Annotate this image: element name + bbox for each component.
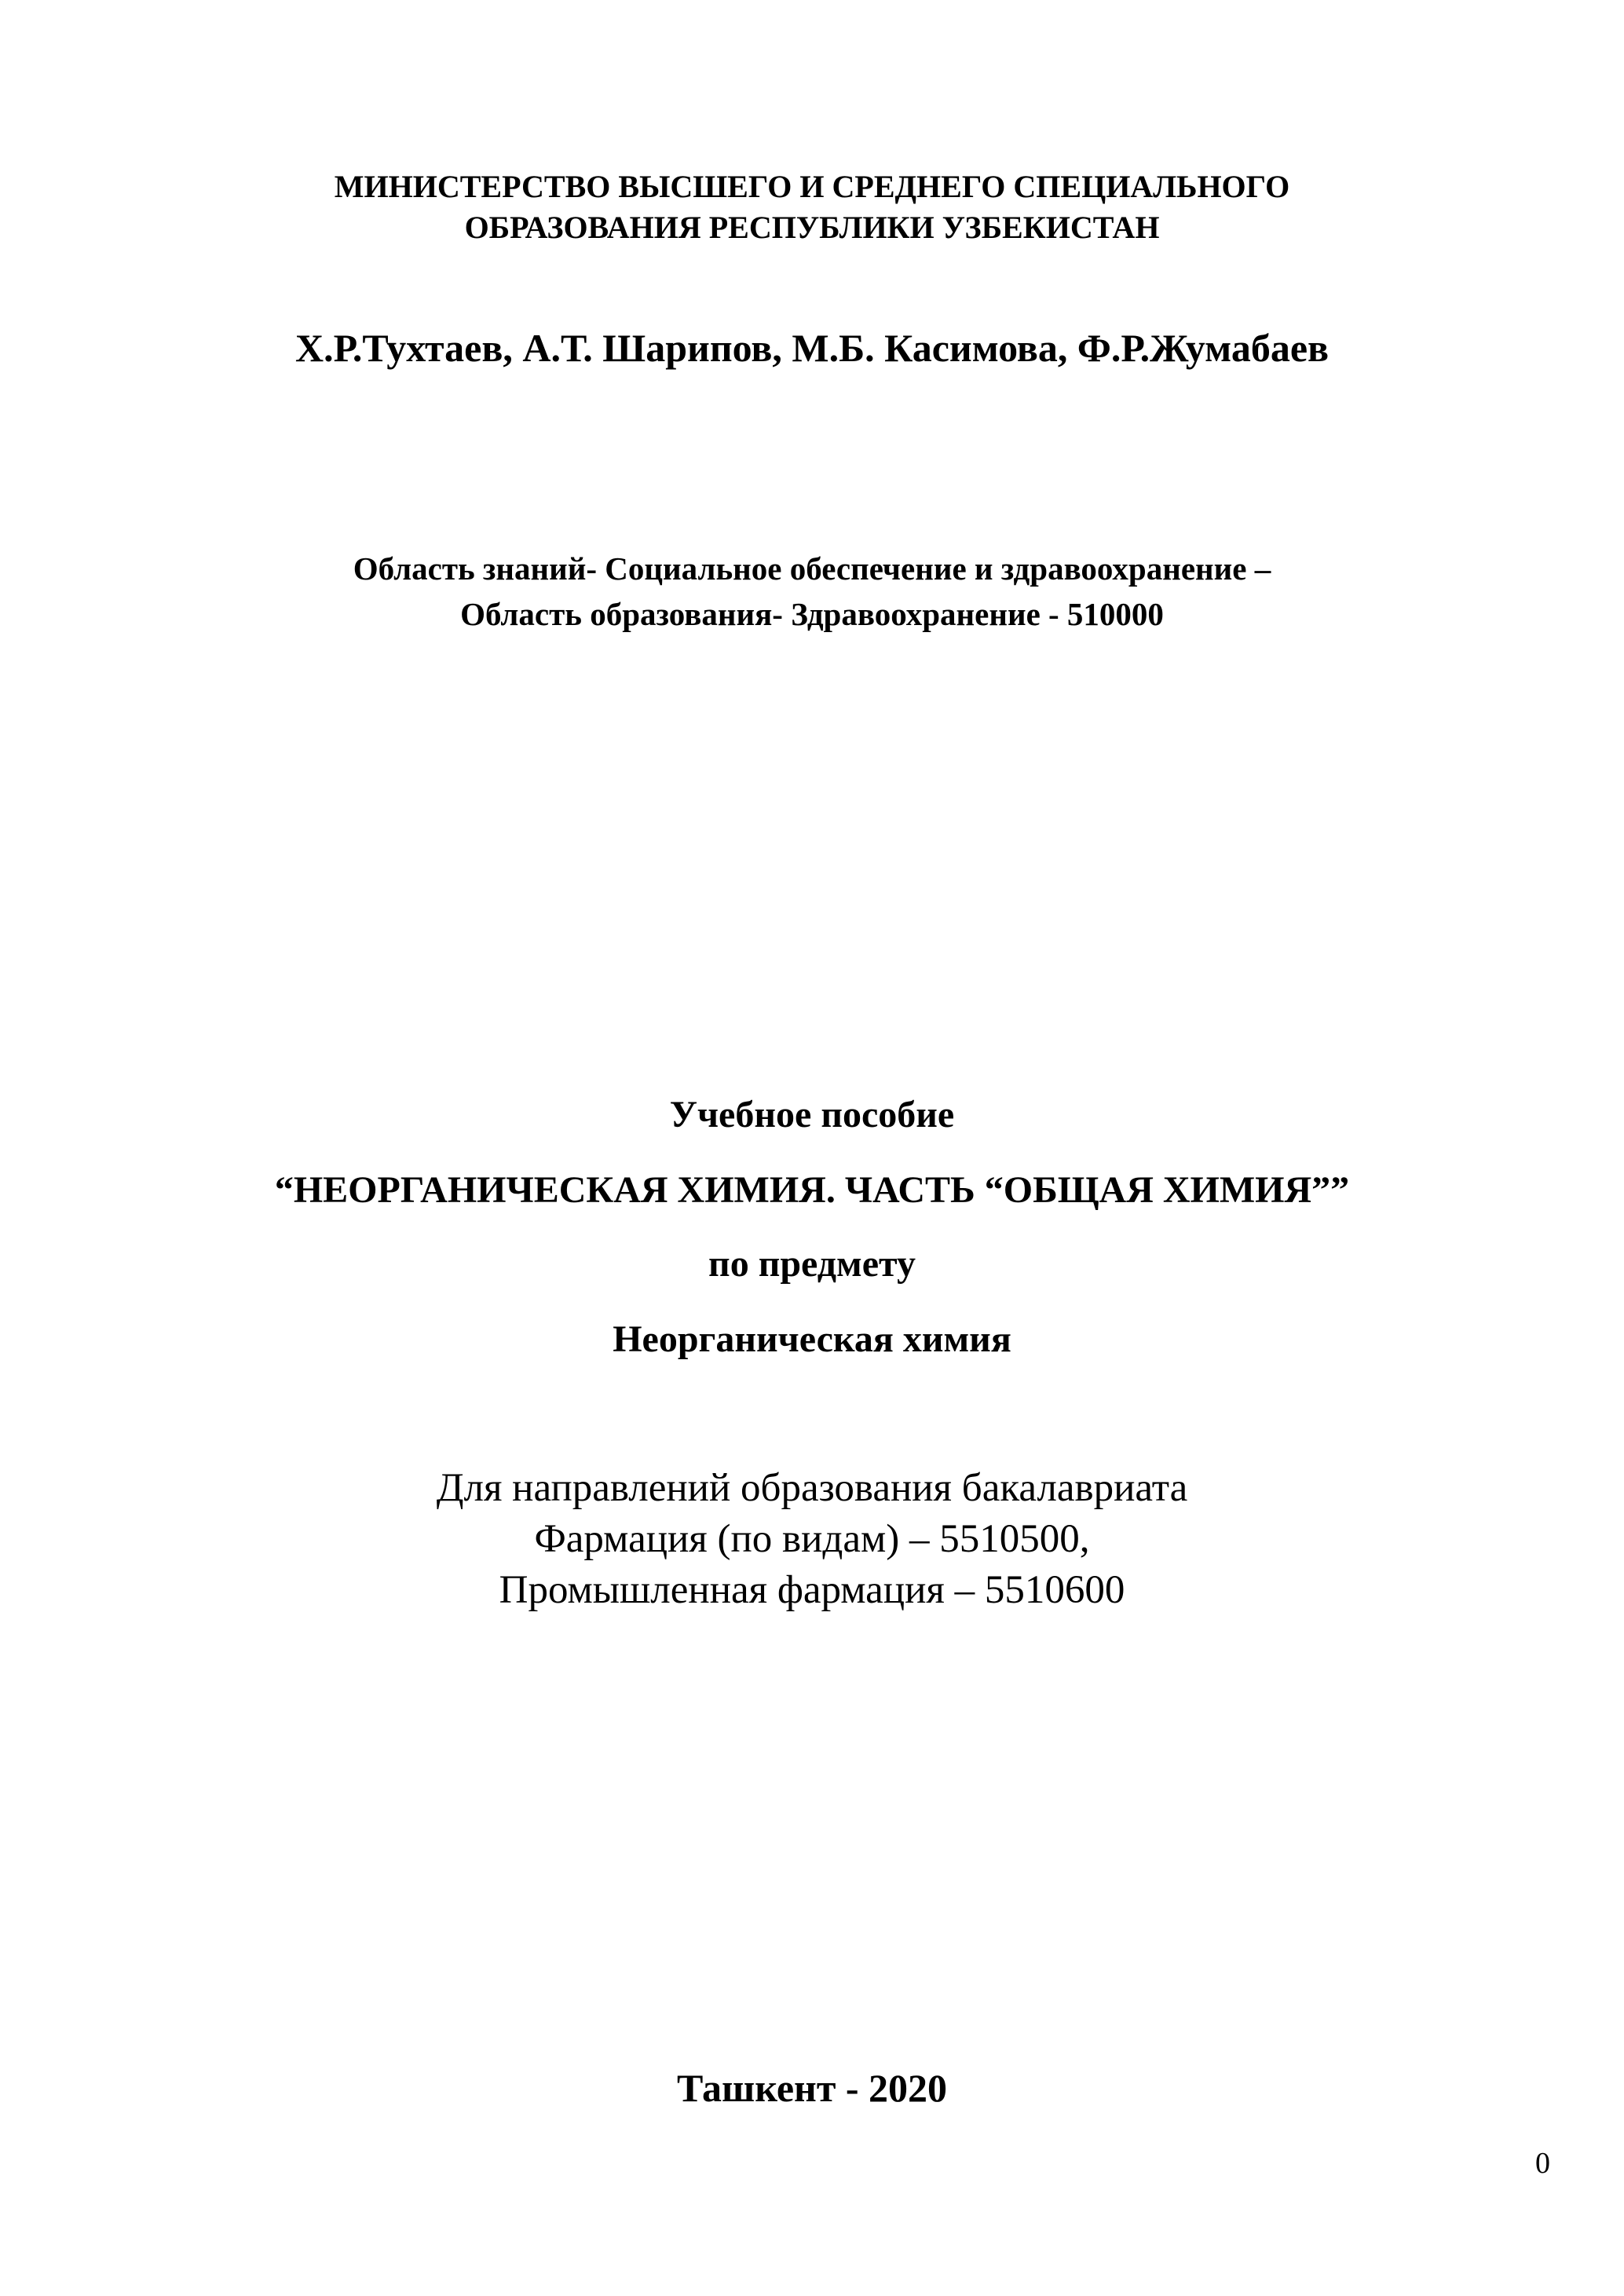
ministry-line-1: МИНИСТЕРСТВО ВЫСШЕГО И СРЕДНЕГО СПЕЦИАЛЬНОГО (334, 169, 1290, 204)
document-type: Учебное пособие (669, 1094, 955, 1135)
ministry-line-2: ОБРАЗОВАНИЯ РЕСПУБЛИКИ УЗБЕКИСТАН (464, 210, 1160, 245)
subject-name: Неорганическая химия (613, 1318, 1011, 1360)
page-number: 0 (1535, 2147, 1550, 2180)
directions-line-2: Фармация (по видам) – 5510500, (534, 1517, 1090, 1561)
authors: Х.Р.Тухтаев, А.Т. Шарипов, М.Б. Касимова, Ф.Р.Жумабаев (294, 326, 1330, 370)
document-title: “НЕОРГАНИЧЕСКАЯ ХИМИЯ. ЧАСТЬ “ОБЩАЯ ХИМИЯ”” (274, 1169, 1350, 1211)
directions-line-1: Для направлений образования бакалавриата (436, 1466, 1188, 1510)
subject-prefix: по предмету (708, 1243, 916, 1285)
city-year: Ташкент - 2020 (676, 2066, 948, 2110)
field-line-1: Область знаний- Социальное обеспечение и здравоохранение – (353, 550, 1271, 587)
field-line-2: Область образования- Здравоохранение - 510000 (460, 596, 1164, 632)
directions-line-3: Промышленная фармация – 5510600 (499, 1568, 1125, 1612)
